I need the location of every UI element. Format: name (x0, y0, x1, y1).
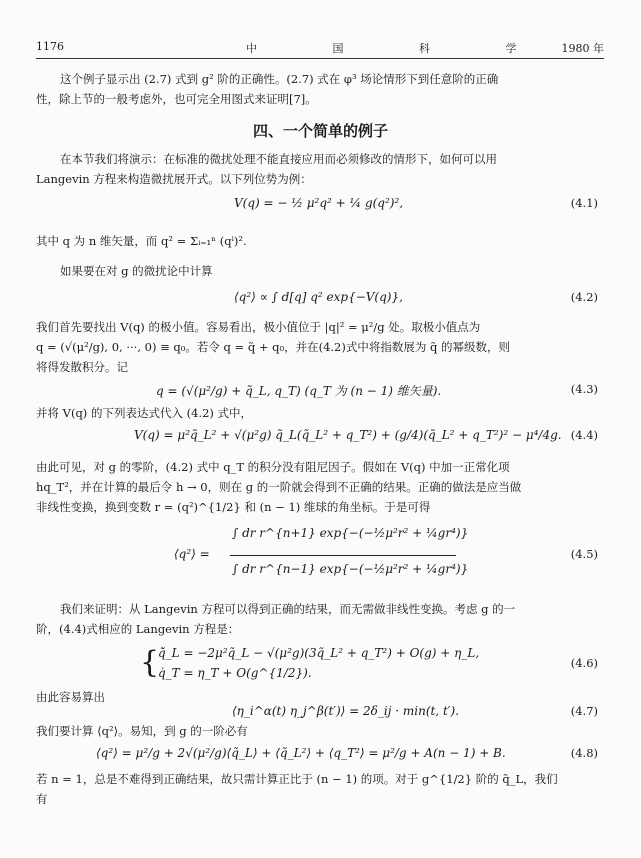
paragraph-line: 性，除上节的一般考虑外，也可完全用图式来证明[7]。 (36, 92, 317, 106)
paragraph-line: 其中 q 为 n 维矢量，而 q² = Σᵢ₌₁ⁿ (qⁱ)². (36, 234, 247, 248)
paragraph-line: 由此容易算出 (36, 690, 105, 704)
paragraph-line: 这个例子显示出 (2.7) 式到 g² 阶的正确性。(2.7) 式在 φ³ 场论情形下到任意阶的正确 (60, 72, 499, 86)
equation-4-8 (36, 746, 604, 770)
paragraph-line: q = (√(μ²/g), 0, ···, 0) ≡ q₀。若令 q = q̃ + q₀，并在(4.2)式中将指数展为 q̃ 的幂级数，则 (36, 340, 511, 354)
paragraph-line: 并将 V(q) 的下列表达式代入 (4.2) 式中， (36, 406, 253, 420)
equation-number: (4.7) (570, 704, 598, 718)
paragraph-line: Langevin 方程来构造微扰展开式。以下列位势为例： (36, 172, 312, 186)
header-rule (36, 58, 604, 59)
paragraph-line: 若 n = 1，总是不难得到正确结果，故只需计算正比于 (n − 1) 的项。对于 g^{1/2} 阶的 q̃_L，我们 (36, 772, 558, 786)
journal-title: 中 国 科 学 (246, 42, 553, 55)
paragraph-line: hq_T²，并在计算的最后令 h → 0，则在 g 的一阶就会得到不正确的结果。正确的做法是应当做 (36, 480, 522, 494)
equation-number: (4.2) (570, 290, 598, 304)
equation-4-6 (36, 644, 604, 686)
paragraph-line: 我们来证明：从 Langevin 方程可以得到正确的结果，而无需做非线性变换。考虑 g 的一 (60, 602, 516, 616)
equation-number: (4.6) (570, 656, 598, 670)
equation-4-2 (36, 290, 604, 314)
fraction-denominator: ∫ dr r^{n−1} exp{−(−½μ²r² + ¼gr⁴)} (232, 562, 469, 576)
equation-line: q̃̇_L = −2μ²q̃_L − √(μ²g)(3q̃_L² + q_T²) + O(g) + η_L, (158, 646, 480, 660)
year: 1980 年 (561, 42, 604, 55)
equation-number: (4.8) (570, 746, 598, 760)
running-header (36, 40, 604, 56)
paragraph-line: 有 (36, 792, 48, 806)
equation-number: (4.5) (570, 547, 598, 561)
paragraph-line: 我们首先要找出 V(q) 的极小值。容易看出，极小值位于 |q|² = μ²/g 处。取极小值点为 (36, 320, 481, 334)
paragraph-line: 非线性变换，换到变数 r = (q²)^{1/2} 和 (n − 1) 维球的角坐标。于是可得 (36, 500, 431, 514)
equation-body: ⟨q²⟩ = μ²/g + 2√(μ²/g)⟨q̃_L⟩ + ⟨q̃_L²⟩ + ⟨q_T²⟩ = μ²/g + A(n − 1) + B. (96, 746, 506, 760)
equation-line: q̇_T = η_T + O(g^{1/2}). (158, 666, 312, 680)
equation-body: V(q) = μ²q̃_L² + √(μ²g) q̃_L(q̃_L² + q_T²) + (g/4)(q̃_L² + q_T²)² − μ⁴/4g. (134, 428, 562, 442)
paragraph-line: 阶，(4.4)式相应的 Langevin 方程是： (36, 622, 240, 636)
equation-number: (4.4) (570, 428, 598, 442)
equation-body: ⟨η_i^α(t) η_j^β(t′)⟩ = 2δ_ij · min(t, t′). (232, 704, 460, 718)
fraction-bar (230, 555, 456, 556)
equation-4-4 (36, 428, 604, 452)
equation-4-3 (36, 382, 604, 406)
equation-lhs: ⟨q²⟩ = (174, 547, 210, 561)
equation-body: ⟨q²⟩ ∝ ∫ d[q] q² exp{−V(q)}, (234, 290, 403, 304)
equation-4-5 (36, 522, 604, 592)
paragraph-line: 由此可见，对 g 的零阶，(4.2) 式中 q_T 的积分没有阻尼因子。假如在 V(q) 中加一正常化项 (36, 460, 510, 474)
paragraph-line: 如果要在对 g 的微扰论中计算 (60, 264, 213, 278)
fraction-numerator: ∫ dr r^{n+1} exp{−(−½μ²r² + ¼gr⁴)} (232, 526, 469, 540)
paragraph-line: 将得发散积分。记 (36, 360, 128, 374)
equation-number: (4.1) (570, 196, 598, 210)
brace: { (140, 645, 160, 680)
section-title: 四、一个简单的例子 (252, 122, 388, 140)
paragraph-line: 我们要计算 ⟨q²⟩。易知，到 g 的一阶必有 (36, 724, 248, 738)
equation-body: V(q) = − ½ μ²q² + ¼ g(q²)², (234, 196, 404, 210)
paragraph-line: 在本节我们将演示：在标准的微扰处理不能直接应用而必须修改的情形下，如何可以用 (60, 152, 497, 166)
page-number: 1176 (36, 40, 64, 53)
equation-4-1 (36, 196, 604, 220)
equation-body: q = (√(μ²/g) + q̃_L, q_T) (q_T 为 (n − 1) 维矢量). (156, 384, 442, 398)
equation-number: (4.3) (570, 382, 598, 396)
